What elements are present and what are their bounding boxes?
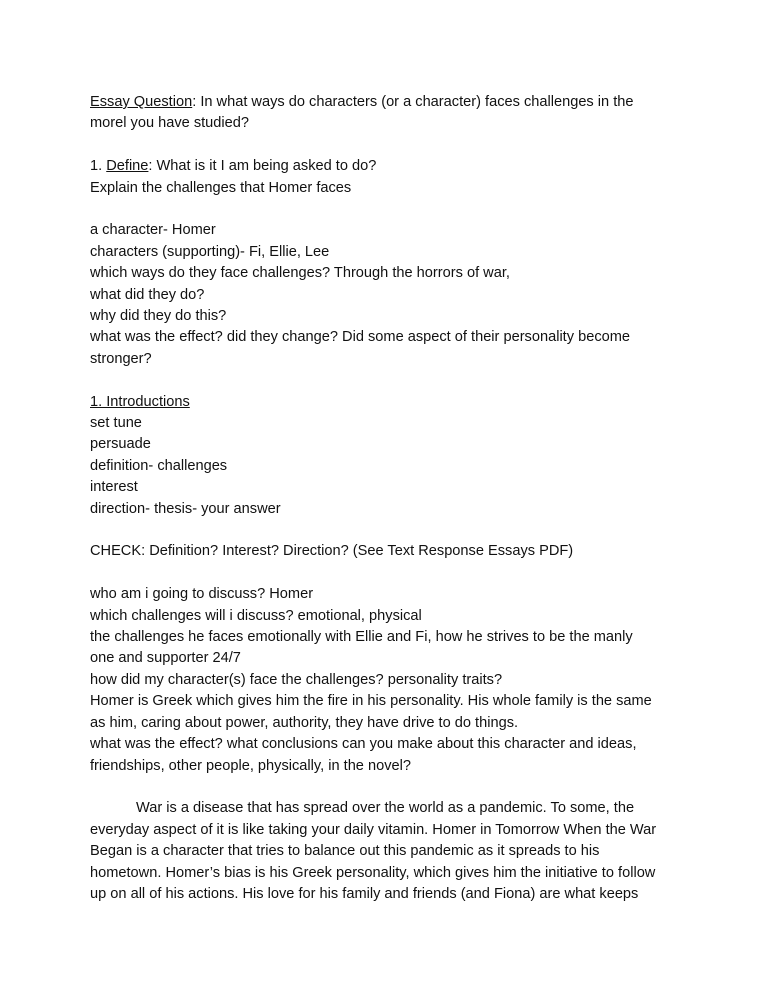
define-label: Define bbox=[106, 158, 149, 175]
spacer bbox=[90, 199, 690, 220]
spacer bbox=[90, 135, 690, 156]
essay-paragraph-line: everyday aspect of it is like taking your daily vitamin. Homer in Tomorrow When the War bbox=[90, 821, 657, 838]
define-line bbox=[90, 156, 690, 177]
note-line: Homer is Greek which gives him the fire in his personality. His whole family is the same bbox=[90, 693, 652, 710]
essay-question-line-1 bbox=[90, 92, 690, 113]
define-answer: Explain the challenges that Homer faces bbox=[90, 179, 352, 196]
character-line: which ways do they face challenges? Through the horrors of war, bbox=[90, 265, 510, 282]
note-line: how did my character(s) face the challenges? personality traits? bbox=[90, 671, 503, 688]
define-question: : What is it I am being asked to do? bbox=[148, 158, 377, 175]
essay-paragraph-line bbox=[90, 798, 690, 819]
essay-question-text: : In what ways do characters (or a character) faces challenges in the bbox=[192, 94, 634, 110]
character-line: a character- Homer bbox=[90, 222, 216, 239]
note-line: who am i going to discuss? Homer bbox=[90, 586, 314, 603]
note-line: friendships, other people, physically, in the novel? bbox=[90, 757, 411, 774]
note-line: which challenges will i discuss? emotional, physical bbox=[90, 607, 422, 624]
introductions-item: set tune bbox=[90, 415, 142, 432]
character-line: what did they do? bbox=[90, 286, 205, 303]
introductions-item: definition- challenges bbox=[90, 457, 228, 474]
spacer bbox=[90, 370, 690, 391]
check-line: CHECK: Definition? Interest? Direction? (See Text Response Essays PDF) bbox=[90, 543, 574, 560]
spacer bbox=[90, 777, 690, 798]
note-line: what was the effect? what conclusions can you make about this character and ideas, bbox=[90, 736, 637, 753]
spacer bbox=[90, 520, 690, 541]
character-line: stronger? bbox=[90, 350, 152, 367]
character-line: what was the effect? did they change? Did some aspect of their personality become bbox=[90, 329, 631, 346]
spacer bbox=[90, 563, 690, 584]
character-line: characters (supporting)- Fi, Ellie, Lee bbox=[90, 243, 330, 260]
define-prefix: 1. bbox=[90, 158, 107, 175]
note-line: one and supporter 24/7 bbox=[90, 650, 241, 667]
note-line: the challenges he faces emotionally with Ellie and Fi, how he strives to be the manly bbox=[90, 629, 633, 646]
character-line: why did they do this? bbox=[90, 308, 227, 325]
document-body bbox=[90, 92, 690, 905]
introductions-heading: 1. Introductions bbox=[90, 393, 190, 410]
essay-paragraph-line: up on all of his actions. His love for his family and friends (and Fiona) are what keeps bbox=[90, 885, 639, 902]
essay-question-label: Essay Question bbox=[90, 94, 193, 110]
essay-paragraph-line: hometown. Homer’s bias is his Greek personality, which gives him the initiative to follow bbox=[90, 864, 656, 881]
introductions-item: persuade bbox=[90, 436, 151, 453]
essay-question-line-2: morel you have studied? bbox=[90, 115, 250, 132]
note-line: as him, caring about power, authority, they have drive to do things. bbox=[90, 714, 519, 731]
essay-paragraph-text: War is a disease that has spread over the world as a pandemic. To some, the bbox=[136, 800, 635, 817]
introductions-item: interest bbox=[90, 479, 138, 496]
essay-paragraph-line: Began is a character that tries to balance out this pandemic as it spreads to his bbox=[90, 843, 600, 860]
introductions-item: direction- thesis- your answer bbox=[90, 500, 281, 517]
